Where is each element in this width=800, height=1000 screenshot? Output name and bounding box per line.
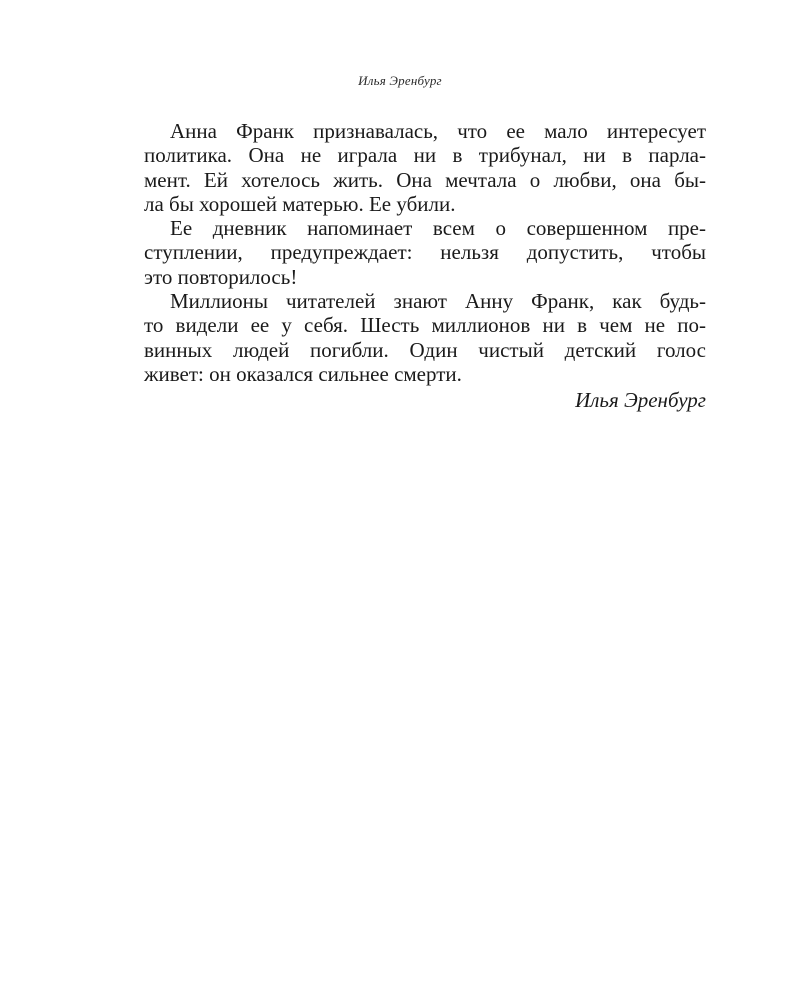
text-line: то видели ее у себя. Шесть миллионов ни в чем не по- bbox=[144, 313, 706, 338]
text-line: мент. Ей хотелось жить. Она мечтала о любви, она бы- bbox=[144, 167, 706, 192]
signature: Илья Эренбург bbox=[575, 388, 706, 413]
text-line: живет: он оказался сильнее смерти. bbox=[144, 361, 462, 386]
text-line: ступлении, предупреждает: нельзя допустить, чтобы bbox=[144, 240, 706, 265]
paragraph bbox=[144, 119, 706, 216]
running-head: Илья Эренбург bbox=[358, 73, 442, 88]
text-line: ла бы хорошей матерью. Ее убили. bbox=[144, 191, 456, 216]
text-line: Анна Франк признавалась, что ее мало интересует bbox=[170, 119, 706, 143]
text-line: Миллионы читателей знают Анну Франк, как будь- bbox=[170, 289, 706, 314]
paragraph bbox=[144, 216, 706, 289]
text-line: винных людей погибли. Один чистый детский голос bbox=[144, 337, 706, 362]
text-line: Ее дневник напоминает всем о совершенном пре- bbox=[170, 216, 706, 241]
body-text bbox=[144, 119, 706, 414]
text-line: политика. Она не играла ни в трибунал, ни в парла- bbox=[144, 143, 706, 168]
text-line: это повторилось! bbox=[144, 264, 298, 289]
paragraph bbox=[144, 289, 706, 386]
